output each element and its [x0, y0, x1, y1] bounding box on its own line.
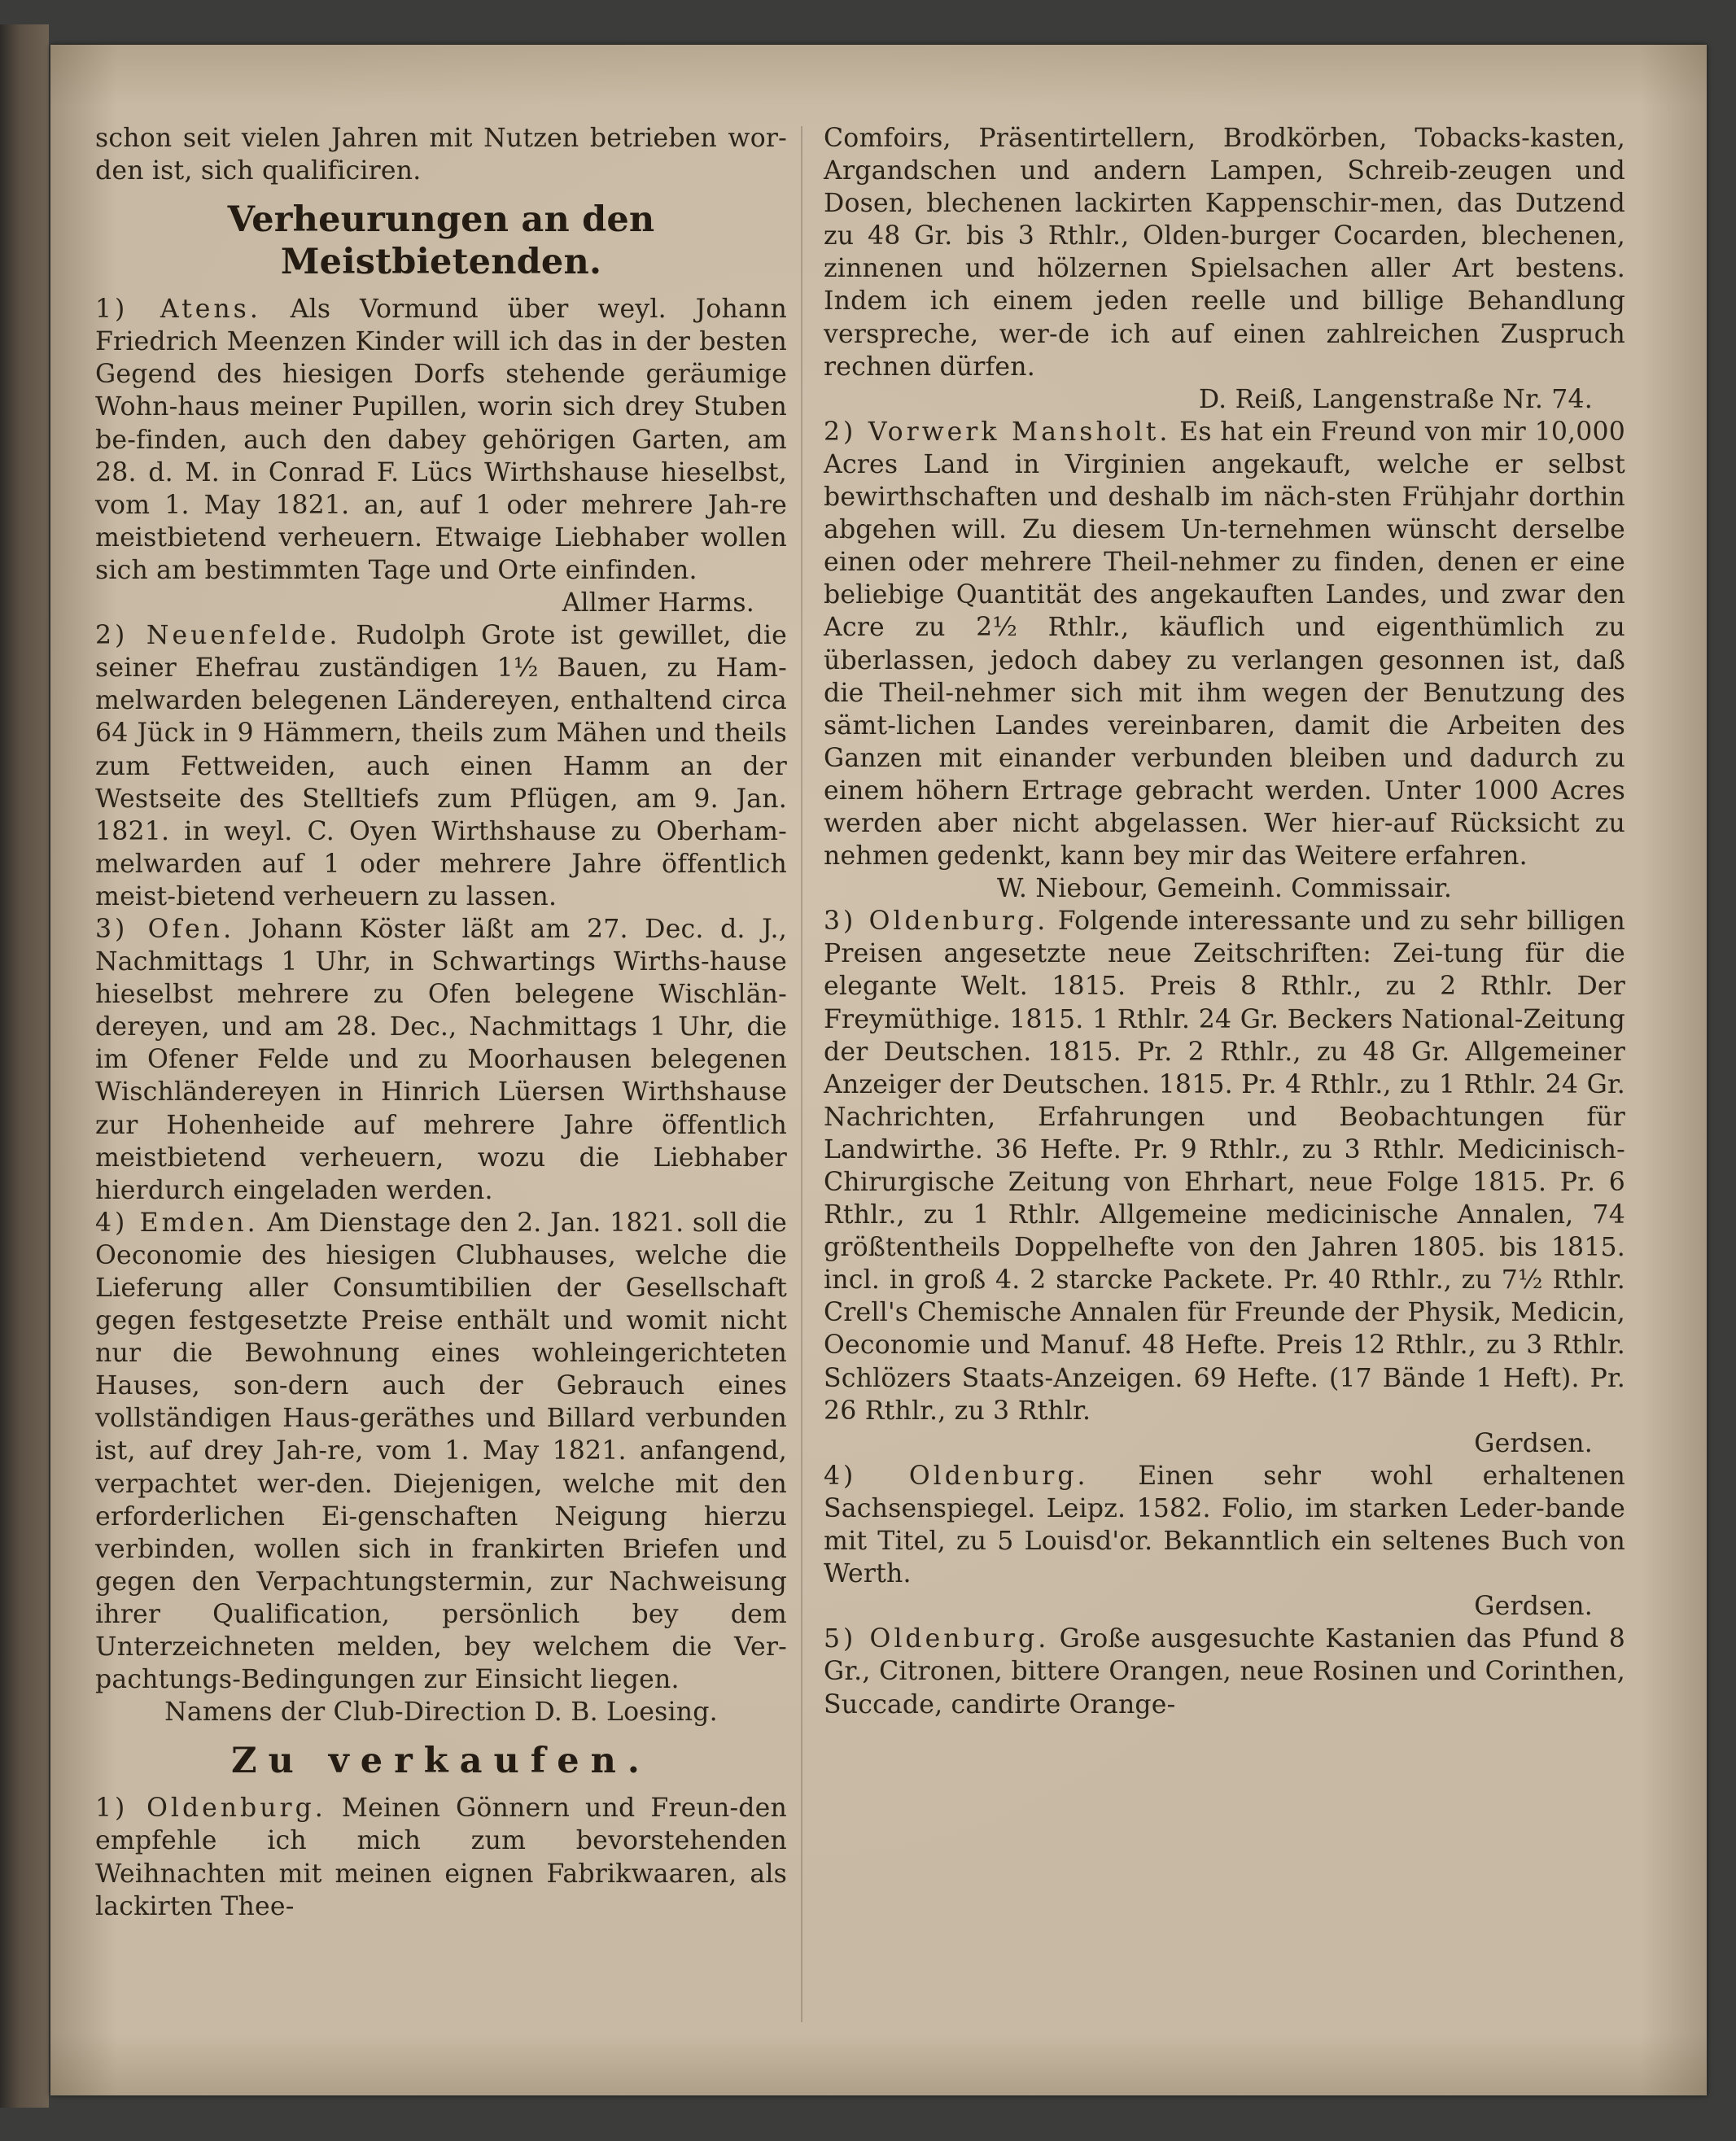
left-column	[95, 122, 787, 1923]
previous-page-edge	[0, 24, 49, 2108]
ad-place: 2) Neuenfelde.	[95, 621, 341, 651]
ad-place: 4) Oldenburg.	[824, 1461, 1089, 1491]
ad-place: 3) Oldenburg.	[824, 907, 1049, 937]
heading-for-sale: Zu verkaufen.	[231, 1741, 651, 1782]
sale-oldenburg-1-continued: Comfoirs, Präsentirtellern, Brodkörben, Tobacks-kasten, Argandschen und andern Lampen, Schreib-zeugen und Dosen, blechenen lackirten Kappenschir-men, das Dutzend zu 48 Gr. bis 3 Rthlr., Olden-burger Cocarden, blechenen, zinnenen und hölzernen Spielsachen aller Art bestens. Indem ich einem jeden reelle und billige Behandlung verspreche, wer-de ich auf einen zahlreichen Zuspruch rechnen dürfen.	[824, 124, 1625, 382]
ad-emden	[95, 1207, 787, 1696]
ad-place: 3) Ofen.	[95, 914, 235, 944]
ad-signature: D. Reiß, Langenstraße Nr. 74.	[1198, 384, 1593, 414]
sale-oldenburg-4	[824, 1460, 1625, 1590]
column-divider	[801, 126, 802, 2022]
heading-rentals: Verheurungen an den Meistbietenden.	[227, 199, 655, 283]
newspaper-page	[50, 45, 1707, 2095]
intro-paragraph: schon seit vielen Jahren mit Nutzen betrieben wor-den ist, sich qualificiren.	[95, 124, 787, 186]
sale-oldenburg-3	[824, 905, 1625, 1427]
ad-text: Am Dienstage den 2. Jan. 1821. soll die Oeconomie des hiesigen Clubhauses, welche die Lieferung aller Consumtibilien der Gesellschaft gegen festgesetzte Preise enthält und womit nicht nur die Bewohnung eines wohleingerichteten Hauses, son-dern auch der Gebrauch eines vollständigen Haus-geräthes und Billard verbunden ist, auf drey Jah-re, vom 1. May 1821. anfangend, verpachtet wer-den. Diejenigen, welche mit den erforderlichen Ei-genschaften Neigung hierzu verbinden, wollen sich in frankirten Briefen und gegen den Verpachtungstermin, zur Nachweisung ihrer Qualification, persönlich bey dem Unterzeichneten melden, bey welchem die Ver-pachtungs-Bedingungen zur Einsicht liegen.	[95, 1208, 787, 1695]
right-column	[824, 122, 1625, 1721]
ad-signature: W. Niebour, Gemeinh. Commissair.	[996, 874, 1453, 904]
ad-place: 2) Vorwerk Mansholt.	[824, 417, 1171, 447]
sale-oldenburg-5	[824, 1623, 1625, 1720]
ad-place: 4) Emden.	[95, 1208, 259, 1238]
sale-vorwerk-mansholt	[824, 416, 1625, 872]
ad-signature: Gerdsen.	[1474, 1592, 1593, 1622]
ad-text: Es hat ein Freund von mir 10,000 Acres Land in Virginien angekauft, welche er selbst bewirthschaften und deshalb im näch-sten Frühjahr dorthin abgehen will. Zu diesem Un-ternehmen wünscht derselbe einen oder mehrere Theil-nehmer zu finden, denen er eine beliebige Quantität des angekauften Landes, und zwar den Acre zu 2½ Rthlr., käuflich und eigenthümlich zu überlassen, jedoch dabey zu verlangen gesonnen ist, daß die Theil-nehmer sich mit ihm wegen der Benutzung des sämt-lichen Landes vereinbaren, damit die Arbeiten des Ganzen mit einander verbunden bleiben und dadurch zu einem höhern Ertrage gebracht werden. Unter 1000 Acres werden aber nicht abgelassen. Wer hier-auf Rücksicht zu nehmen gedenkt, kann bey mir das Weitere erfahren.	[824, 417, 1625, 872]
ad-neuenfelde	[95, 619, 787, 913]
ad-text: Große ausgesuchte Kastanien das Pfund 8 Gr., Citronen, bittere Orangen, neue Rosinen und Corinthen, Succade, candirte Orange-	[824, 1624, 1625, 1719]
ad-signature: Namens der Club-Direction D. B. Loesing.	[164, 1698, 718, 1728]
ad-atens	[95, 293, 787, 587]
ad-text: Folgende interessante und zu sehr billigen Preisen angesetzte neue Zeitschriften: Zei-tung für die elegante Welt. 1815. Preis 8 Rthlr., zu 2 Rthlr. Der Freymüthige. 1815. 1 Rthlr. 24 Gr. Beckers National-Zeitung der Deutschen. 1815. Pr. 2 Rthlr., zu 48 Gr. Allgemeiner Anzeiger der Deutschen. 1815. Pr. 4 Rthlr., zu 1 Rthlr. 24 Gr. Nachrichten, Erfahrungen und Beobachtungen für Landwirthe. 36 Hefte. Pr. 9 Rthlr., zu 3 Rthlr. Medicinisch-Chirurgische Zeitung von Ehrhart, neue Folge 1815. Pr. 6 Rthlr., zu 1 Rthlr. Allgemeine medicinische Annalen, 74 größtentheils Doppelhefte von den Jahren 1805. bis 1815. incl. in groß 4. 2 starcke Packete. Pr. 40 Rthlr., zu 7½ Rthlr. Crell's Chemische Annalen für Freunde der Physik, Medicin, Oeconomie und Manuf. 48 Hefte. Preis 12 Rthlr., zu 3 Rthlr. Schlözers Staats-Anzeigen. 69 Hefte. (17 Bände 1 Heft). Pr. 26 Rthlr., zu 3 Rthlr.	[824, 907, 1626, 1426]
ad-place: 1) Atens.	[95, 295, 261, 325]
ad-signature: Gerdsen.	[1474, 1428, 1593, 1458]
ad-text: Rudolph Grote ist gewillet, die seiner Ehefrau zuständigen 1½ Bauen, zu Ham-melwarden belegenen Ländereyen, enthaltend circa 64 Jück in 9 Hämmern, theils zum Mähen und theils zum Fettweiden, auch einen Hamm an der Westseite des Stelltiefs zum Pflügen, am 9. Jan. 1821. in weyl. C. Oyen Wirthshause zu Oberham-melwarden auf 1 oder mehrere Jahre öffentlich meist-bietend verheuern zu lassen.	[95, 621, 787, 911]
sale-oldenburg-1	[95, 1792, 787, 1922]
ad-place: 1) Oldenburg.	[95, 1794, 326, 1824]
ad-text: Meinen Gönnern und Freun-den empfehle ich mich zum bevorstehenden Weihnachten mit meinen eignen Fabrikwaaren, als lackirten Thee-	[95, 1794, 787, 1921]
ad-signature: Allmer Harms.	[562, 588, 754, 618]
ad-place: 5) Oldenburg.	[824, 1624, 1050, 1654]
ad-ofen	[95, 913, 787, 1207]
ad-text: Johann Köster läßt am 27. Dec. d. J., Nachmittags 1 Uhr, in Schwartings Wirths-hause hieselbst mehrere zu Ofen belegene Wischlän-dereyen, und am 28. Dec., Nachmittags 1 Uhr, die im Ofener Felde und zu Moorhausen belegenen Wischländereyen in Hinrich Lüersen Wirthshause zur Hohenheide auf mehrere Jahre öffentlich meistbietend verheuern, wozu die Liebhaber hierdurch eingeladen werden.	[95, 914, 787, 1205]
ad-text: Als Vormund über weyl. Johann Friedrich Meenzen Kinder will ich das in der besten Gegend des hiesigen Dorfs stehende geräumige Wohn-haus meiner Pupillen, worin sich drey Stuben be-finden, auch den dabey gehörigen Garten, am 28. d. M. in Conrad F. Lücs Wirthshause hieselbst, vom 1. May 1821. an, auf 1 oder mehrere Jah-re meistbietend verheuern. Etwaige Liebhaber wollen sich am bestimmten Tage und Orte einfinden.	[95, 295, 788, 585]
ad-text: Einen sehr wohl erhaltenen Sachsenspiegel. Leipz. 1582. Folio, im starken Leder-bande mit Titel, zu 5 Louisd'or. Bekanntlich ein seltenes Buch von Werth.	[824, 1461, 1625, 1589]
